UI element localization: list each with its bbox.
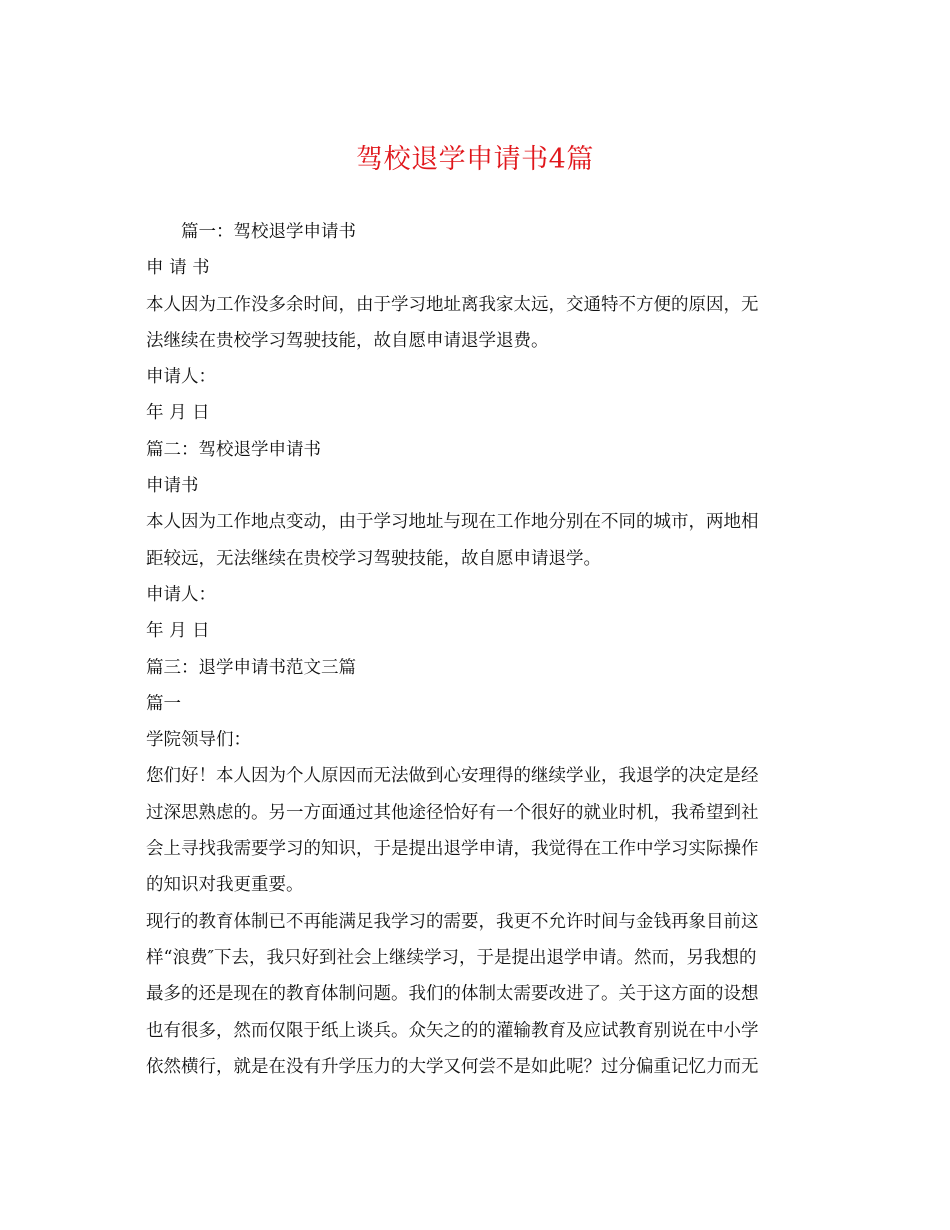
paragraph-line: 法继续在贵校学习驾驶技能，故自愿申请退学退费。 <box>146 330 549 351</box>
applicant-label: 申请人： <box>146 584 216 605</box>
paragraph-line: 也有很多，然而仅限于纸上谈兵。众矢之的的灌输教育及应试教育别说在中小学 <box>146 1020 759 1041</box>
paragraph-line: 本人因为工作没多余时间，由于学习地址离我家太远，交通特不方便的原因，无 <box>146 294 759 315</box>
paragraph-line: 您们好！本人因为个人原因而无法做到心安理得的继续学业，我退学的决定是经 <box>146 766 759 787</box>
paragraph-line: 本人因为工作地点变动，由于学习地址与现在工作地分别在不同的城市，两地相 <box>146 512 759 533</box>
letter-heading: 申请书 <box>146 476 199 497</box>
paragraph-line: 最多的还是现在的教育体制问题。我们的体制太需要改进了。关于这方面的设想 <box>146 984 759 1005</box>
date-line: 年 月 日 <box>146 621 210 642</box>
section-heading-3: 篇三：退学申请书范文三篇 <box>146 657 356 678</box>
letter-heading: 申 请 书 <box>146 258 210 279</box>
sub-heading: 篇一 <box>146 693 181 714</box>
paragraph-line: 现行的教育体制已不再能满足我学习的需要，我更不允许时间与金钱再象目前这 <box>146 911 759 932</box>
document-body <box>146 214 810 1085</box>
applicant-label: 申请人： <box>146 367 216 388</box>
date-line: 年 月 日 <box>146 403 210 424</box>
paragraph-line: 依然横行，就是在没有升学压力的大学又何尝不是如此呢？过分偏重记忆力而无 <box>146 1056 759 1077</box>
paragraph-line: 会上寻找我需要学习的知识，于是提出退学申请，我觉得在工作中学习实际操作 <box>146 839 759 860</box>
paragraph-line: 样“浪费″下去，我只好到社会上继续学习，于是提出退学申请。然而，另我想的 <box>146 947 757 968</box>
paragraph-line: 距较远，无法继续在贵校学习驾驶技能，故自愿申请退学。 <box>146 548 601 569</box>
paragraph-line: 过深思熟虑的。另一方面通过其他途径恰好有一个很好的就业时机，我希望到社 <box>146 802 759 823</box>
paragraph-line: 的知识对我更重要。 <box>146 875 304 896</box>
salutation: 学院领导们： <box>146 730 251 751</box>
section-heading-2: 篇二：驾校退学申请书 <box>146 439 321 460</box>
section-heading-1: 篇一：驾校退学申请书 <box>181 222 356 242</box>
document-title: 驾校退学申请书4篇 <box>356 144 594 175</box>
